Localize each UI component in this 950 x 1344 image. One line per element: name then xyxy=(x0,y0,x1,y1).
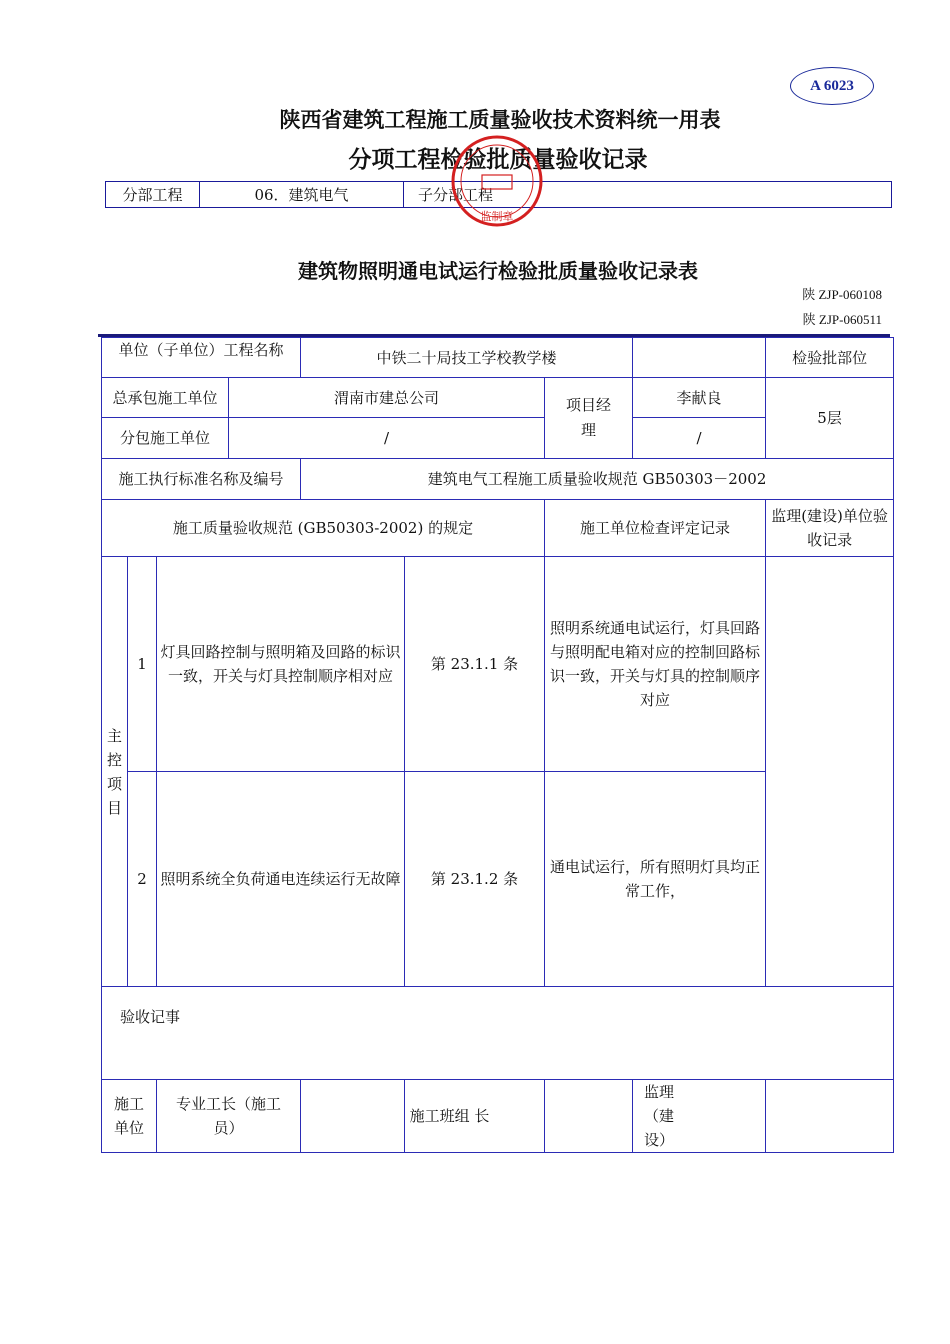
item-clause: 第 23.1.1 条 xyxy=(405,557,545,772)
item-number: 1 xyxy=(128,557,157,772)
sub-project-manager-value: / xyxy=(633,418,766,459)
remarks-label: 验收记事 xyxy=(120,1008,181,1026)
foreman-label: 专业工长（施工员） xyxy=(157,1080,301,1153)
construction-unit-label: 施工单位 xyxy=(102,1080,157,1153)
standard-value: 建筑电气工程施工质量验收规范 GB50303－2002 xyxy=(301,459,894,500)
team-leader-label: 施工班组 长 xyxy=(405,1080,545,1153)
unit-name-value: 中铁二十局技工学校教学楼 xyxy=(301,338,633,378)
item-description: 灯具回路控制与照明箱及回路的标识一致，开关与灯具控制顺序相对应 xyxy=(157,557,405,772)
supervision-label: 监理（建设） xyxy=(633,1080,766,1153)
batch-location-label: 检验批部位 xyxy=(766,338,894,378)
team-leader-signature xyxy=(545,1080,633,1153)
check-column-header: 施工单位检查评定记录 xyxy=(545,500,766,557)
subcontractor-value: / xyxy=(229,418,545,459)
project-manager-value: 李献良 xyxy=(633,378,766,418)
subcontractor-label: 分包施工单位 xyxy=(102,418,229,459)
item-description: 照明系统全负荷通电连续运行无故障 xyxy=(157,772,405,987)
item-clause: 第 23.1.2 条 xyxy=(405,772,545,987)
general-contractor-label: 总承包施工单位 xyxy=(102,378,229,418)
form-title: 建筑物照明通电试运行检验批质量验收记录表 xyxy=(298,259,698,283)
header-line2: 分项工程检验批质量验收记录 xyxy=(348,147,648,173)
spec-column-header: 施工质量验收规范 (GB50303-2002) 的规定 xyxy=(102,500,545,557)
supervision-column-header: 监理(建设)单位验收记录 xyxy=(766,500,894,557)
form-number-badge: A 6023 xyxy=(790,67,874,105)
supervision-stamp xyxy=(442,133,552,228)
project-manager-label: 项目经理 xyxy=(545,378,633,459)
item-check-record: 照明系统通电试运行，灯具回路与照明配电箱对应的控制回路标识一致，开关与灯具的控制顺序对应 xyxy=(545,557,766,772)
subdivision-label: 分部工程 xyxy=(106,182,200,208)
subdivision-value: 06．建筑电气 xyxy=(200,182,404,208)
foreman-signature xyxy=(301,1080,405,1153)
remarks-area xyxy=(102,987,894,1080)
form-code-2: 陕 ZJP-060511 xyxy=(802,312,882,327)
stamp-label: 监制章 xyxy=(480,210,514,223)
supervision-record xyxy=(766,557,894,987)
supervision-signature xyxy=(766,1080,894,1153)
main-items-label: 主控项目 xyxy=(102,557,128,987)
general-contractor-value: 渭南市建总公司 xyxy=(229,378,545,418)
item-number: 2 xyxy=(128,772,157,987)
item-check-record: 通电试运行，所有照明灯具均正常工作， xyxy=(545,772,766,987)
inspection-table xyxy=(101,337,894,1153)
batch-location-value: 5层 xyxy=(766,378,894,459)
header-line1: 陕西省建筑工程施工质量验收技术资料统一用表 xyxy=(279,108,721,132)
unit-name-label: 单位（子单位）工程名称 xyxy=(102,338,301,378)
standard-label: 施工执行标准名称及编号 xyxy=(102,459,301,500)
form-code-1: 陕 ZJP-060108 xyxy=(802,287,882,302)
sub-subdivision-label: 子分部工程 xyxy=(404,182,892,208)
